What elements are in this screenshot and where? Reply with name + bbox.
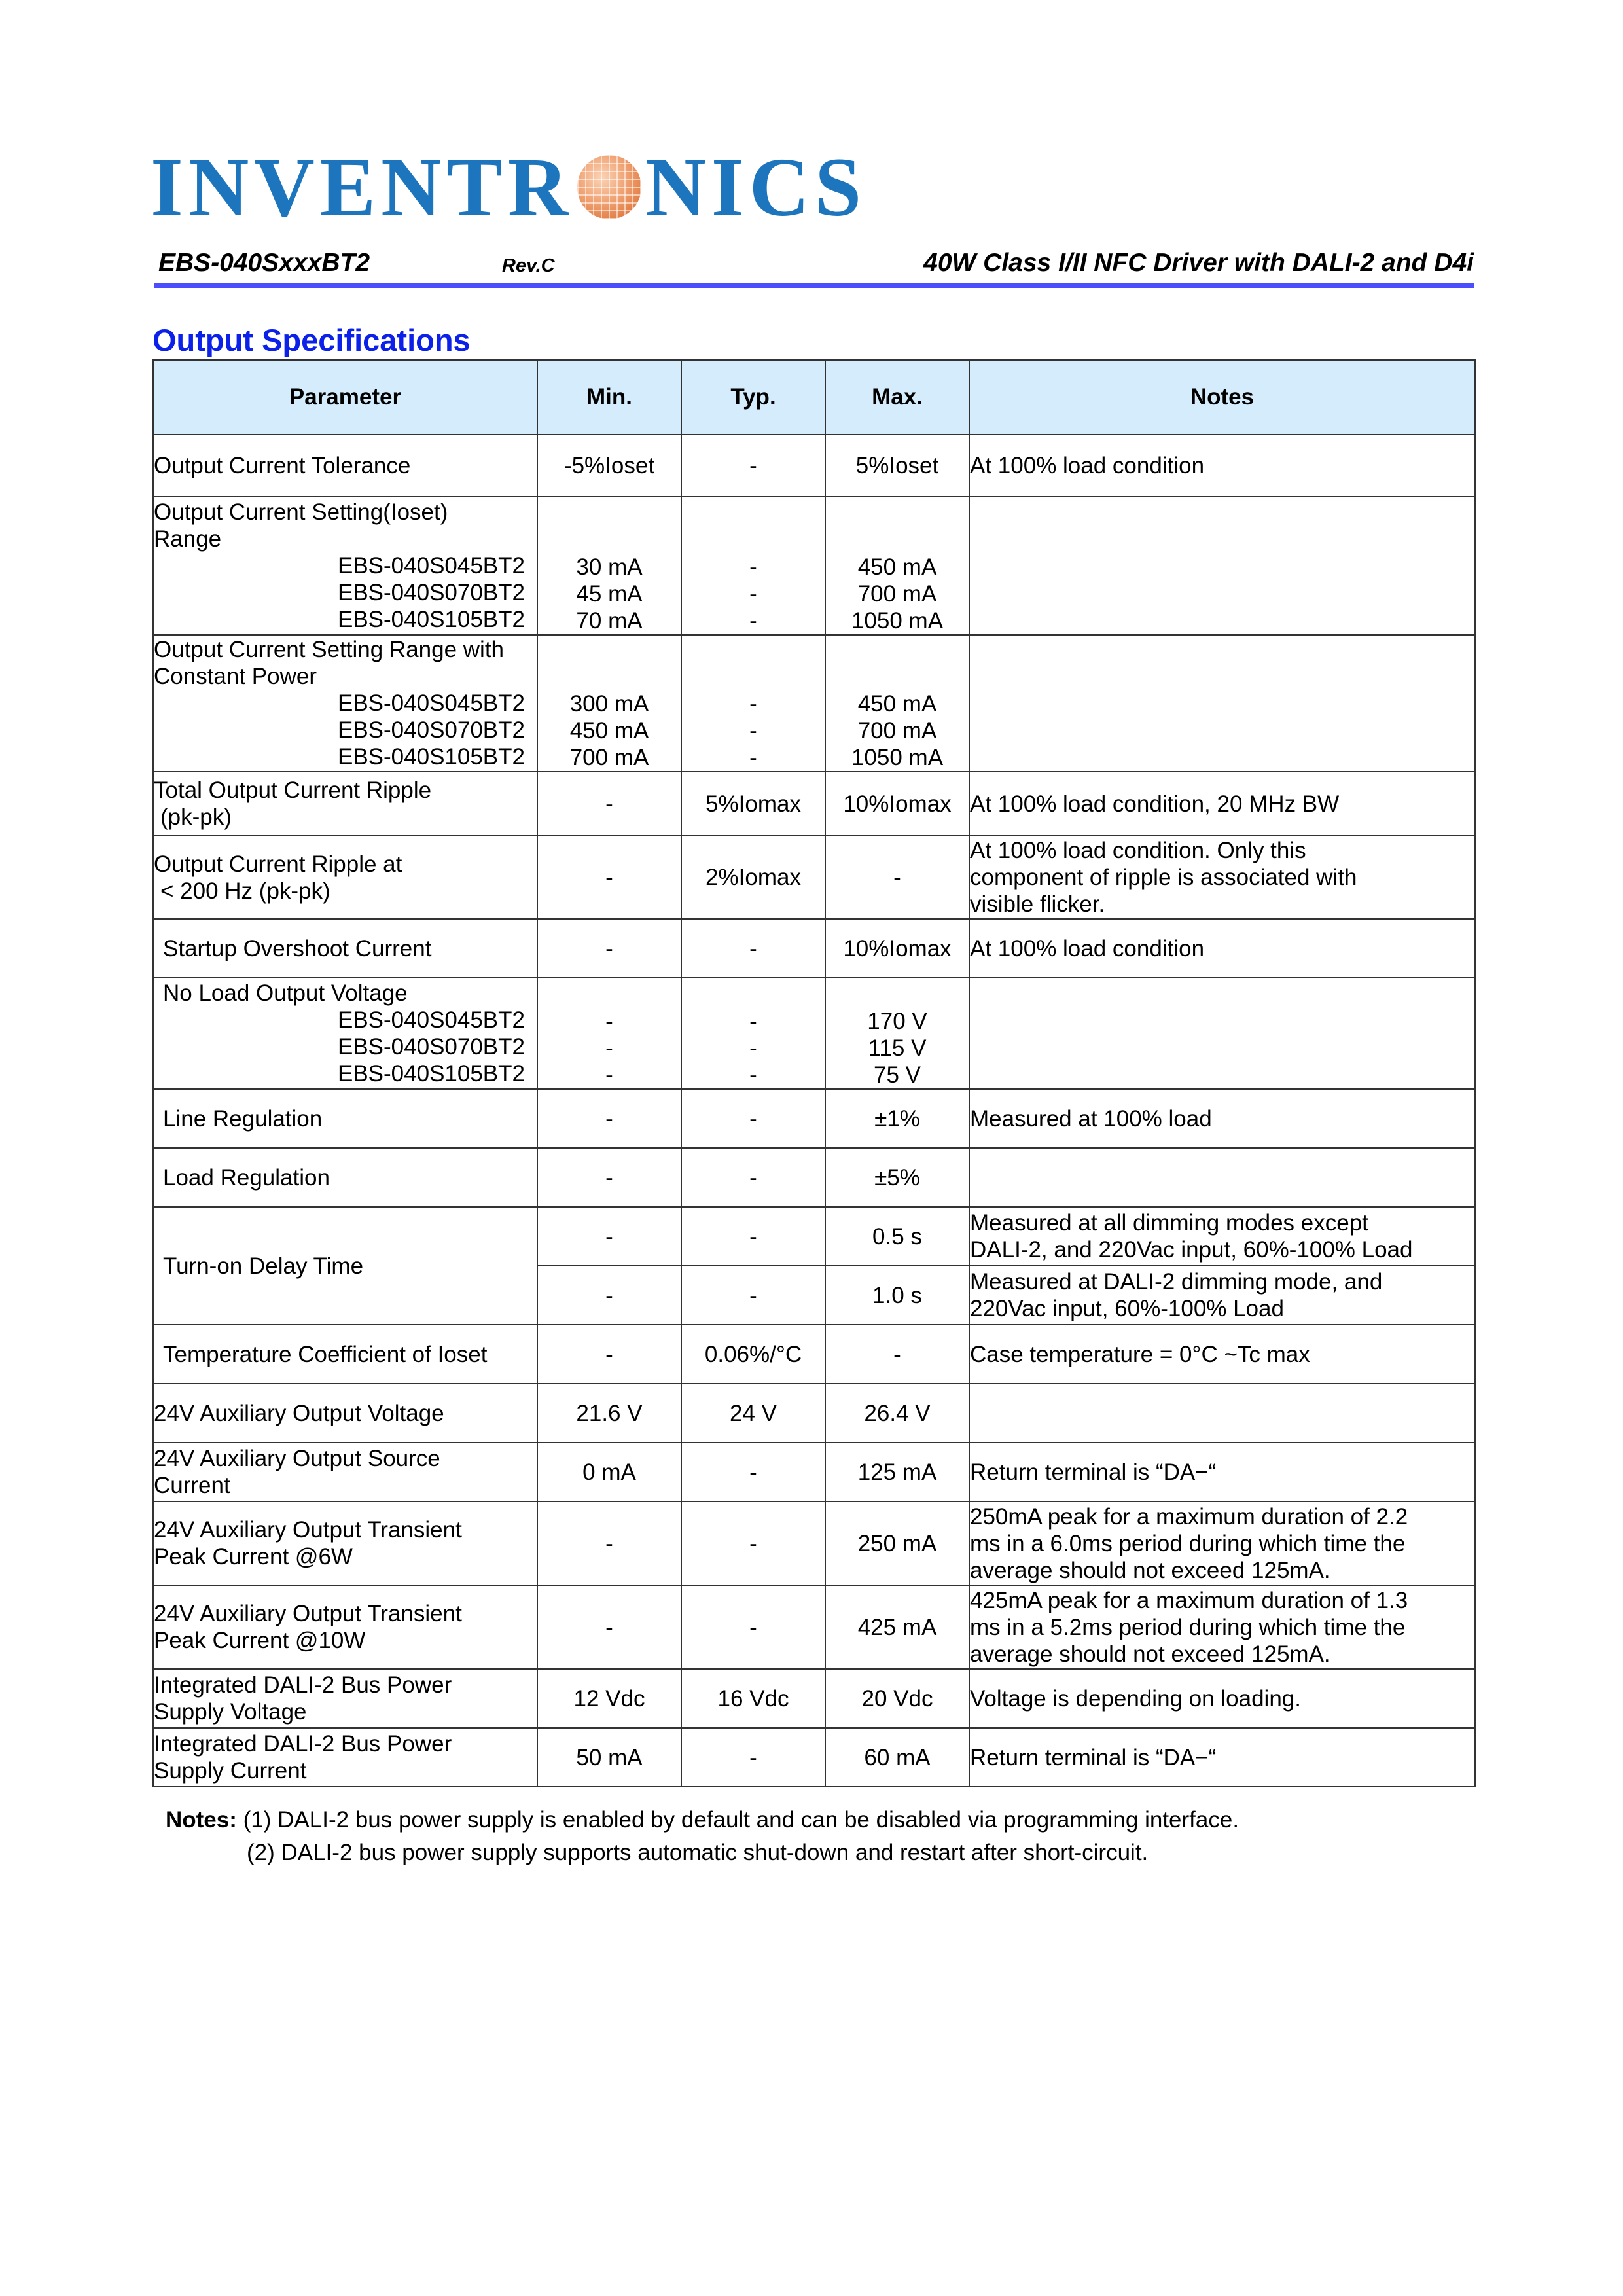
notes-cell <box>969 1266 1475 1325</box>
notes-line: visible flicker. <box>970 891 1105 917</box>
table-row <box>153 635 1475 772</box>
max-cell: 20 Vdc <box>825 1669 969 1728</box>
min-cell: - <box>537 1207 681 1266</box>
table-header-row <box>153 360 1475 435</box>
product-title: 40W Class I/II NFC Driver with DALI-2 and D4i <box>923 249 1474 277</box>
param-cell <box>153 772 537 836</box>
max-cell: 60 mA <box>825 1728 969 1787</box>
value-line: 450 mA <box>857 554 937 580</box>
param-line: Constant Power <box>154 664 317 689</box>
model-line: EBS-040S070BT2 <box>337 1034 525 1060</box>
param-line: Total Output Current Ripple <box>154 778 432 803</box>
param-cell: 24V Auxiliary Output Voltage <box>153 1384 537 1443</box>
notes-cell: At 100% load condition, 20 MHz BW <box>969 772 1475 836</box>
notes-line: Measured at all dimming modes except <box>970 1210 1368 1236</box>
document-header <box>158 246 1474 279</box>
param-line: Output Current Setting(Ioset) <box>154 499 448 525</box>
value-line: - <box>749 554 757 580</box>
param-cell <box>153 497 537 635</box>
min-cell <box>537 978 681 1089</box>
max-cell: 5%Ioset <box>825 435 969 497</box>
company-logo <box>151 141 867 234</box>
value-line: 450 mA <box>857 691 937 717</box>
min-cell <box>537 635 681 772</box>
min-cell: 21.6 V <box>537 1384 681 1443</box>
min-cell: - <box>537 1585 681 1669</box>
typ-cell: - <box>681 1728 825 1787</box>
typ-cell <box>681 635 825 772</box>
notes-cell: Case temperature = 0°C ~Tc max <box>969 1325 1475 1384</box>
param-line: 24V Auxiliary Output Transient <box>154 1517 462 1543</box>
param-line: (pk-pk) <box>160 804 232 830</box>
model-line: EBS-040S105BT2 <box>337 1061 525 1086</box>
param-cell <box>153 1585 537 1669</box>
logo-text-part2: NICS <box>645 141 867 234</box>
notes-cell <box>969 1384 1475 1443</box>
typ-cell: - <box>681 1585 825 1669</box>
max-cell: 10%Iomax <box>825 772 969 836</box>
max-cell: 1.0 s <box>825 1266 969 1325</box>
table-row <box>153 1325 1475 1384</box>
typ-cell: - <box>681 1266 825 1325</box>
min-cell: 0 mA <box>537 1443 681 1501</box>
value-line: - <box>605 1062 613 1088</box>
value-line: - <box>605 1035 613 1061</box>
model-line: EBS-040S105BT2 <box>337 744 525 770</box>
value-line: - <box>749 1009 757 1034</box>
param-line: Range <box>154 526 222 552</box>
value-line: 30 mA <box>576 554 643 580</box>
notes-line: ms in a 5.2ms period during which time the <box>970 1614 1406 1640</box>
typ-cell: - <box>681 1089 825 1148</box>
model-line: EBS-040S070BT2 <box>337 717 525 743</box>
min-cell: - <box>537 1266 681 1325</box>
footnote-1 <box>166 1804 1239 1837</box>
model-line: EBS-040S045BT2 <box>337 1007 525 1033</box>
notes-cell: Return terminal is “DA−“ <box>969 1443 1475 1501</box>
value-line: 45 mA <box>576 581 643 607</box>
min-cell <box>537 497 681 635</box>
max-cell: - <box>825 836 969 919</box>
notes-cell <box>969 836 1475 919</box>
value-line: 170 V <box>867 1009 927 1034</box>
typ-cell: 2%Iomax <box>681 836 825 919</box>
model-line: EBS-040S045BT2 <box>337 691 525 716</box>
value-line: 450 mA <box>569 718 649 744</box>
table-row <box>153 1728 1475 1787</box>
typ-cell: 24 V <box>681 1384 825 1443</box>
notes-cell <box>969 978 1475 1089</box>
typ-cell: - <box>681 1148 825 1207</box>
value-line: - <box>749 745 757 770</box>
param-line: 24V Auxiliary Output Transient <box>154 1601 462 1626</box>
min-cell: 12 Vdc <box>537 1669 681 1728</box>
param-cell <box>153 1669 537 1728</box>
notes-line: DALI-2, and 220Vac input, 60%-100% Load <box>970 1237 1413 1263</box>
notes-cell <box>969 1148 1475 1207</box>
param-cell: Load Regulation <box>153 1148 537 1207</box>
value-line: - <box>749 718 757 744</box>
table-row <box>153 978 1475 1089</box>
min-cell: - <box>537 1325 681 1384</box>
header-parameter: Parameter <box>153 360 537 435</box>
notes-cell <box>969 497 1475 635</box>
notes-cell: Measured at 100% load <box>969 1089 1475 1148</box>
typ-cell: 0.06%/°C <box>681 1325 825 1384</box>
typ-cell: 16 Vdc <box>681 1669 825 1728</box>
notes-line: 425mA peak for a maximum duration of 1.3 <box>970 1587 1408 1613</box>
footnote-1-text: (1) DALI-2 bus power supply is enabled by default and can be disabled via programming interface. <box>236 1807 1240 1833</box>
param-cell <box>153 1443 537 1501</box>
notes-line: 220Vac input, 60%-100% Load <box>970 1296 1284 1321</box>
revision: Rev.C <box>502 255 555 276</box>
min-cell: - <box>537 1501 681 1585</box>
value-line: - <box>749 581 757 607</box>
param-cell <box>153 836 537 919</box>
footnote-2: (2) DALI-2 bus power supply supports automatic shut-down and restart after short-circuit. <box>247 1840 1149 1865</box>
header-min: Min. <box>537 360 681 435</box>
value-line: 115 V <box>868 1035 927 1061</box>
param-line: No Load Output Voltage <box>163 980 408 1006</box>
model-line: EBS-040S105BT2 <box>337 607 525 632</box>
param-cell <box>153 978 537 1089</box>
value-line: - <box>749 691 757 717</box>
table-row <box>153 1148 1475 1207</box>
typ-cell: - <box>681 919 825 978</box>
orange-globe-icon <box>577 155 641 219</box>
table-row <box>153 772 1475 836</box>
typ-cell: - <box>681 1207 825 1266</box>
table-row <box>153 1384 1475 1443</box>
notes-line: component of ripple is associated with <box>970 865 1357 890</box>
notes-line: At 100% load condition. Only this <box>970 838 1306 863</box>
param-cell <box>153 1501 537 1585</box>
max-cell: 250 mA <box>825 1501 969 1585</box>
notes-cell: At 100% load condition <box>969 919 1475 978</box>
min-cell: - <box>537 919 681 978</box>
param-cell <box>153 635 537 772</box>
param-line: Output Current Ripple at <box>154 851 402 877</box>
max-cell: 10%Iomax <box>825 919 969 978</box>
min-cell: - <box>537 1148 681 1207</box>
notes-cell <box>969 1501 1475 1585</box>
value-line: - <box>749 1035 757 1061</box>
model-line: EBS-040S045BT2 <box>337 553 525 579</box>
notes-label: Notes: <box>166 1807 237 1833</box>
table-row <box>153 1207 1475 1266</box>
notes-cell: At 100% load condition <box>969 435 1475 497</box>
max-cell: 26.4 V <box>825 1384 969 1443</box>
param-line: Output Current Setting Range with <box>154 637 505 662</box>
max-cell: 125 mA <box>825 1443 969 1501</box>
min-cell: -5%Ioset <box>537 435 681 497</box>
model-line: EBS-040S070BT2 <box>337 580 525 605</box>
notes-line: average should not exceed 125mA. <box>970 1641 1330 1667</box>
table-row <box>153 1443 1475 1501</box>
table-row <box>153 1585 1475 1669</box>
header-max: Max. <box>825 360 969 435</box>
param-cell: Output Current Tolerance <box>153 435 537 497</box>
value-line: 1050 mA <box>851 608 944 634</box>
header-notes: Notes <box>969 360 1475 435</box>
table-row <box>153 1669 1475 1728</box>
notes-line: Measured at DALI-2 dimming mode, and <box>970 1269 1383 1295</box>
param-line: Current <box>154 1473 230 1498</box>
max-cell <box>825 635 969 772</box>
param-cell: Temperature Coefficient of Ioset <box>153 1325 537 1384</box>
logo-text-part1: INVENTR <box>151 141 574 234</box>
param-line: 24V Auxiliary Output Source <box>154 1446 440 1471</box>
value-line: - <box>749 608 757 634</box>
max-cell: ±5% <box>825 1148 969 1207</box>
table-row <box>153 1501 1475 1585</box>
table-row <box>153 497 1475 635</box>
notes-line: 250mA peak for a maximum duration of 2.2 <box>970 1503 1408 1530</box>
table-row <box>153 1089 1475 1148</box>
value-line: 75 V <box>874 1062 921 1088</box>
header-divider <box>154 283 1474 288</box>
min-cell: - <box>537 836 681 919</box>
typ-cell: - <box>681 1501 825 1585</box>
value-line: 70 mA <box>576 608 643 634</box>
param-cell: Turn-on Delay Time <box>153 1207 537 1325</box>
table-row <box>153 836 1475 919</box>
typ-cell: - <box>681 435 825 497</box>
max-cell: 0.5 s <box>825 1207 969 1266</box>
max-cell: 425 mA <box>825 1585 969 1669</box>
param-cell: Line Regulation <box>153 1089 537 1148</box>
typ-cell: 5%Iomax <box>681 772 825 836</box>
notes-cell <box>969 1207 1475 1266</box>
param-line: Supply Voltage <box>154 1699 307 1725</box>
param-line: < 200 Hz (pk-pk) <box>160 878 330 904</box>
max-cell: - <box>825 1325 969 1384</box>
param-cell <box>153 1728 537 1787</box>
notes-cell <box>969 635 1475 772</box>
param-cell: Startup Overshoot Current <box>153 919 537 978</box>
table-row <box>153 919 1475 978</box>
min-cell: 50 mA <box>537 1728 681 1787</box>
model-number: EBS-040SxxxBT2 <box>158 249 370 277</box>
notes-line: average should not exceed 125mA. <box>970 1557 1330 1583</box>
typ-cell <box>681 497 825 635</box>
header-typ: Typ. <box>681 360 825 435</box>
table-footnotes <box>166 1804 1239 1869</box>
param-line: Supply Current <box>154 1758 307 1784</box>
value-line: 700 mA <box>569 745 649 770</box>
value-line: 300 mA <box>569 691 649 717</box>
notes-cell <box>969 1585 1475 1669</box>
output-spec-table <box>152 359 1476 1787</box>
value-line: 700 mA <box>857 581 937 607</box>
max-cell: ±1% <box>825 1089 969 1148</box>
min-cell: - <box>537 1089 681 1148</box>
value-line: - <box>749 1062 757 1088</box>
param-line: Integrated DALI-2 Bus Power <box>154 1731 452 1757</box>
section-title: Output Specifications <box>152 323 471 357</box>
typ-cell: - <box>681 1443 825 1501</box>
value-line: 700 mA <box>857 718 937 744</box>
table-row <box>153 435 1475 497</box>
notes-cell: Return terminal is “DA−“ <box>969 1728 1475 1787</box>
max-cell <box>825 497 969 635</box>
min-cell: - <box>537 772 681 836</box>
typ-cell <box>681 978 825 1089</box>
param-line: Peak Current @10W <box>154 1628 366 1653</box>
value-line: - <box>605 1009 613 1034</box>
param-line: Peak Current @6W <box>154 1544 353 1570</box>
max-cell <box>825 978 969 1089</box>
param-line: Integrated DALI-2 Bus Power <box>154 1672 452 1698</box>
notes-line: ms in a 6.0ms period during which time the <box>970 1530 1406 1556</box>
value-line: 1050 mA <box>851 745 944 770</box>
notes-cell: Voltage is depending on loading. <box>969 1669 1475 1728</box>
